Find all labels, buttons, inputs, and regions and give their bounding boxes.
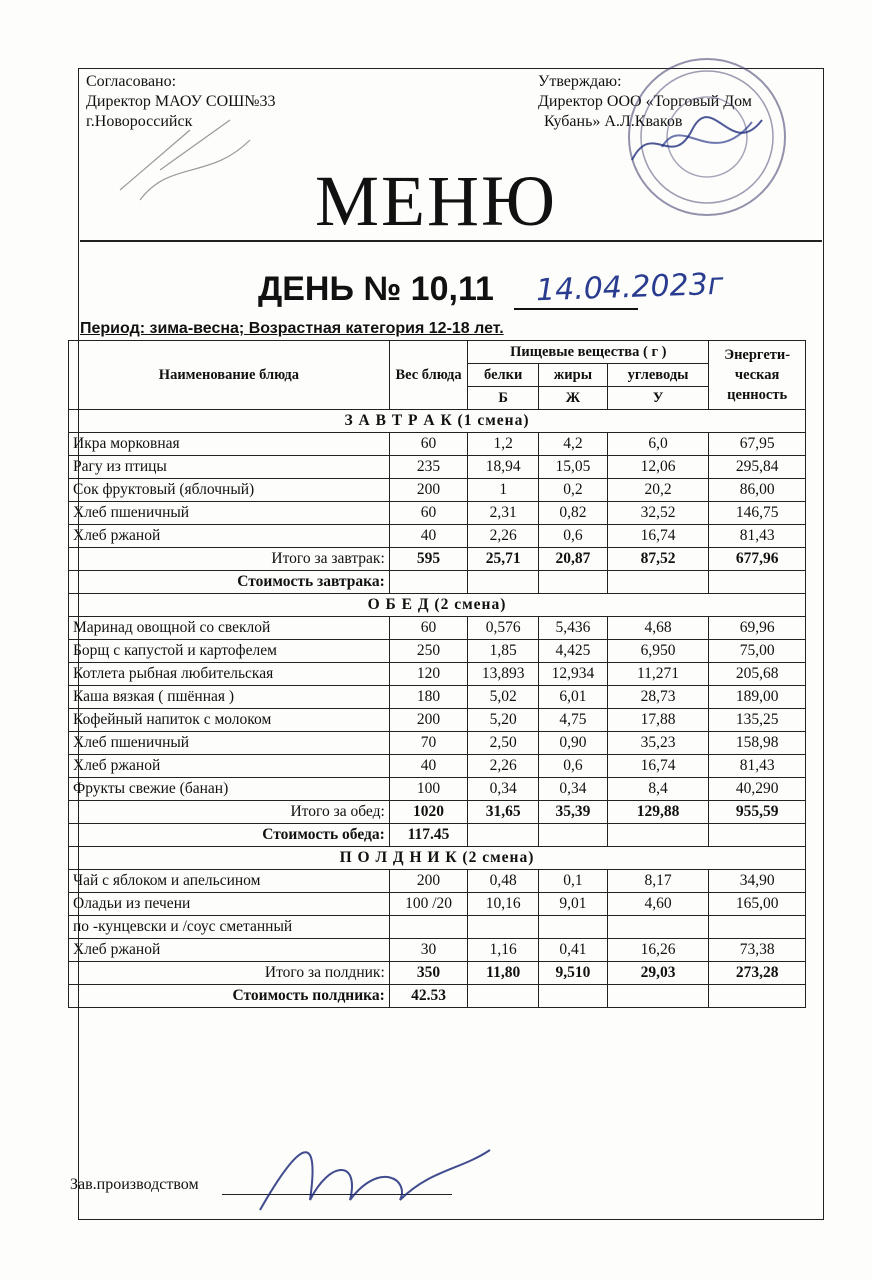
cell-value: 2,50 bbox=[468, 732, 539, 755]
cell-value: 295,84 bbox=[709, 456, 806, 479]
cell-value: 350 bbox=[389, 962, 468, 985]
cell-value: 16,26 bbox=[607, 939, 709, 962]
cell-value: 2,26 bbox=[468, 755, 539, 778]
cell-value: 4,68 bbox=[607, 617, 709, 640]
cell-value: 5,436 bbox=[539, 617, 608, 640]
section-title: З А В Т Р А К (1 смена) bbox=[69, 410, 806, 433]
cell-value: 135,25 bbox=[709, 709, 806, 732]
cell-value: 955,59 bbox=[709, 801, 806, 824]
cell-label: Стоимость полдника: bbox=[69, 985, 390, 1008]
cell-value: 25,71 bbox=[468, 548, 539, 571]
cell-value: 100 bbox=[389, 778, 468, 801]
cell-value: 10,16 bbox=[468, 893, 539, 916]
period-line: Период: зима-весна; Возрастная категория 12-18 лет. bbox=[80, 320, 504, 337]
cell-value: 11,80 bbox=[468, 962, 539, 985]
cell-value: 189,00 bbox=[709, 686, 806, 709]
cell-value: 0,48 bbox=[468, 870, 539, 893]
cell-value: 40,290 bbox=[709, 778, 806, 801]
cell-value: 73,38 bbox=[709, 939, 806, 962]
cell-value: 200 bbox=[389, 479, 468, 502]
cell-value: 6,950 bbox=[607, 640, 709, 663]
cell-value: 12,06 bbox=[607, 456, 709, 479]
table-row bbox=[69, 456, 806, 479]
cell-label: Итого за завтрак: bbox=[69, 548, 390, 571]
cell-value: 4,425 bbox=[539, 640, 608, 663]
cell-value: 1,2 bbox=[468, 433, 539, 456]
approval-line: г.Новороссийск bbox=[86, 113, 193, 130]
page-title: МЕНЮ bbox=[315, 161, 557, 241]
cell-value bbox=[607, 824, 709, 847]
table-row bbox=[69, 939, 806, 962]
cell-value: 2,31 bbox=[468, 502, 539, 525]
cell-value: 235 bbox=[389, 456, 468, 479]
cell-label: Каша вязкая ( пшённая ) bbox=[69, 686, 390, 709]
cell-value: 5,20 bbox=[468, 709, 539, 732]
cell-value: 273,28 bbox=[709, 962, 806, 985]
cell-value bbox=[607, 571, 709, 594]
cell-label: Фрукты свежие (банан) bbox=[69, 778, 390, 801]
cost-row bbox=[69, 824, 806, 847]
cell-label: Хлеб ржаной bbox=[69, 755, 390, 778]
cell-value: 120 bbox=[389, 663, 468, 686]
cell-value: 129,88 bbox=[607, 801, 709, 824]
table-row bbox=[69, 686, 806, 709]
total-row bbox=[69, 801, 806, 824]
cell-value: 2,26 bbox=[468, 525, 539, 548]
cell-value: 1,85 bbox=[468, 640, 539, 663]
cell-label: Сок фруктовый (яблочный) bbox=[69, 479, 390, 502]
cell-value bbox=[539, 916, 608, 939]
cell-value: 677,96 bbox=[709, 548, 806, 571]
cell-value: 205,68 bbox=[709, 663, 806, 686]
table-row bbox=[69, 640, 806, 663]
cost-row bbox=[69, 985, 806, 1008]
cell-value: 0,6 bbox=[539, 525, 608, 548]
header-energy: Энергети-ческая ценность bbox=[709, 341, 806, 410]
cell-value: 18,94 bbox=[468, 456, 539, 479]
confirmation-line: Утверждаю: bbox=[538, 73, 622, 90]
cell-value bbox=[389, 571, 468, 594]
table-row bbox=[69, 617, 806, 640]
cell-value: 0,34 bbox=[539, 778, 608, 801]
approval-line: Согласовано: bbox=[86, 73, 177, 90]
table-row bbox=[69, 732, 806, 755]
cell-value: 6,01 bbox=[539, 686, 608, 709]
cell-value: 6,0 bbox=[607, 433, 709, 456]
cell-value: 0,6 bbox=[539, 755, 608, 778]
cell-value: 81,43 bbox=[709, 525, 806, 548]
cell-label: Кофейный напиток с молоком bbox=[69, 709, 390, 732]
cell-label: Рагу из птицы bbox=[69, 456, 390, 479]
cell-value: 8,17 bbox=[607, 870, 709, 893]
cell-value: 67,95 bbox=[709, 433, 806, 456]
cell-value: 60 bbox=[389, 433, 468, 456]
signature-footer-icon bbox=[240, 1120, 500, 1230]
cell-label: Чай с яблоком и апельсином bbox=[69, 870, 390, 893]
cell-label: Стоимость обеда: bbox=[69, 824, 390, 847]
cell-value: 0,90 bbox=[539, 732, 608, 755]
cell-value bbox=[607, 985, 709, 1008]
section-row bbox=[69, 410, 806, 433]
cell-value: 117.45 bbox=[389, 824, 468, 847]
header-dish-name: Наименование блюда bbox=[69, 341, 390, 410]
cell-value: 31,65 bbox=[468, 801, 539, 824]
cell-value: 81,43 bbox=[709, 755, 806, 778]
cell-value: 100 /20 bbox=[389, 893, 468, 916]
header-protein: белки bbox=[468, 364, 539, 387]
cell-value: 11,271 bbox=[607, 663, 709, 686]
cell-value: 200 bbox=[389, 870, 468, 893]
confirmation-line: Кубань» А.Л.Кваков bbox=[544, 113, 683, 130]
cost-row bbox=[69, 571, 806, 594]
cell-value bbox=[468, 824, 539, 847]
cell-value: 0,1 bbox=[539, 870, 608, 893]
section-row bbox=[69, 594, 806, 617]
header-b: Б bbox=[468, 387, 539, 410]
cell-value: 146,75 bbox=[709, 502, 806, 525]
cell-value: 250 bbox=[389, 640, 468, 663]
table-row bbox=[69, 663, 806, 686]
cell-label: Оладьи из печени bbox=[69, 893, 390, 916]
cell-value bbox=[709, 985, 806, 1008]
total-row bbox=[69, 962, 806, 985]
header-nutrients: Пищевые вещества ( г ) bbox=[468, 341, 709, 364]
header-weight: Вес блюда bbox=[389, 341, 468, 410]
cell-value: 5,02 bbox=[468, 686, 539, 709]
cell-value bbox=[539, 985, 608, 1008]
table-row bbox=[69, 479, 806, 502]
section-row bbox=[69, 847, 806, 870]
cell-value: 75,00 bbox=[709, 640, 806, 663]
table-row bbox=[69, 433, 806, 456]
cell-value: 1 bbox=[468, 479, 539, 502]
cell-value: 35,39 bbox=[539, 801, 608, 824]
menu-table bbox=[68, 340, 806, 1008]
cell-value: 70 bbox=[389, 732, 468, 755]
cell-label: Хлеб ржаной bbox=[69, 939, 390, 962]
cell-value: 9,01 bbox=[539, 893, 608, 916]
cell-value bbox=[539, 571, 608, 594]
cell-value: 0,34 bbox=[468, 778, 539, 801]
header-fat: жиры bbox=[539, 364, 608, 387]
cell-value: 34,90 bbox=[709, 870, 806, 893]
cell-value: 13,893 bbox=[468, 663, 539, 686]
table-row bbox=[69, 755, 806, 778]
cell-value: 87,52 bbox=[607, 548, 709, 571]
approval-line: Директор МАОУ СОШ№33 bbox=[86, 93, 276, 110]
cell-value bbox=[607, 916, 709, 939]
cell-value: 595 bbox=[389, 548, 468, 571]
cell-value: 158,98 bbox=[709, 732, 806, 755]
cell-value: 4,2 bbox=[539, 433, 608, 456]
cell-value: 12,934 bbox=[539, 663, 608, 686]
cell-label: Итого за обед: bbox=[69, 801, 390, 824]
cell-label: Хлеб пшеничный bbox=[69, 502, 390, 525]
footer-signature-label: Зав.производством bbox=[70, 1176, 199, 1193]
cell-label: по -кунцевски и /соус сметанный bbox=[69, 916, 390, 939]
cell-label: Борщ с капустой и картофелем bbox=[69, 640, 390, 663]
cell-value: 1020 bbox=[389, 801, 468, 824]
cell-value: 35,23 bbox=[607, 732, 709, 755]
cell-value: 20,2 bbox=[607, 479, 709, 502]
cell-value: 60 bbox=[389, 617, 468, 640]
cell-label: Икра морковная bbox=[69, 433, 390, 456]
cell-value: 69,96 bbox=[709, 617, 806, 640]
cell-value: 0,41 bbox=[539, 939, 608, 962]
cell-value: 200 bbox=[389, 709, 468, 732]
title-divider bbox=[80, 240, 822, 242]
total-row bbox=[69, 548, 806, 571]
header-carbs: углеводы bbox=[607, 364, 709, 387]
cell-value bbox=[389, 916, 468, 939]
cell-label: Итого за полдник: bbox=[69, 962, 390, 985]
cell-value: 60 bbox=[389, 502, 468, 525]
cell-value: 8,4 bbox=[607, 778, 709, 801]
table-row bbox=[69, 893, 806, 916]
cell-value: 9,510 bbox=[539, 962, 608, 985]
cell-value: 17,88 bbox=[607, 709, 709, 732]
cell-value: 29,03 bbox=[607, 962, 709, 985]
table-row bbox=[69, 502, 806, 525]
cell-value: 1,16 bbox=[468, 939, 539, 962]
cell-value: 0,576 bbox=[468, 617, 539, 640]
cell-value bbox=[709, 916, 806, 939]
cell-value: 28,73 bbox=[607, 686, 709, 709]
cell-value bbox=[468, 916, 539, 939]
cell-value: 4,75 bbox=[539, 709, 608, 732]
table-row bbox=[69, 916, 806, 939]
cell-value: 15,05 bbox=[539, 456, 608, 479]
table-row bbox=[69, 709, 806, 732]
cell-label: Котлета рыбная любительская bbox=[69, 663, 390, 686]
cell-value: 0,2 bbox=[539, 479, 608, 502]
cell-value: 42.53 bbox=[389, 985, 468, 1008]
section-title: П О Л Д Н И К (2 смена) bbox=[69, 847, 806, 870]
header-zh: Ж bbox=[539, 387, 608, 410]
cell-value bbox=[539, 824, 608, 847]
cell-value: 16,74 bbox=[607, 525, 709, 548]
cell-value: 180 bbox=[389, 686, 468, 709]
confirmation-line: Директор ООО «Торговый Дом bbox=[538, 93, 752, 110]
cell-value bbox=[709, 571, 806, 594]
header-u: У bbox=[607, 387, 709, 410]
cell-label: Хлеб пшеничный bbox=[69, 732, 390, 755]
cell-value: 4,60 bbox=[607, 893, 709, 916]
cell-label: Хлеб ржаной bbox=[69, 525, 390, 548]
section-title: О Б Е Д (2 смена) bbox=[69, 594, 806, 617]
day-label: ДЕНЬ № 10,11 bbox=[258, 270, 494, 308]
cell-value bbox=[468, 985, 539, 1008]
cell-value: 165,00 bbox=[709, 893, 806, 916]
handwritten-date: 14.04.2023г bbox=[535, 266, 725, 309]
table-row bbox=[69, 525, 806, 548]
cell-value: 20,87 bbox=[539, 548, 608, 571]
cell-value: 0,82 bbox=[539, 502, 608, 525]
cell-label: Стоимость завтрака: bbox=[69, 571, 390, 594]
table-row bbox=[69, 870, 806, 893]
date-underline bbox=[514, 308, 638, 310]
cell-value: 32,52 bbox=[607, 502, 709, 525]
menu-table-body bbox=[69, 410, 806, 1008]
cell-label: Маринад овощной со свеклой bbox=[69, 617, 390, 640]
cell-value: 16,74 bbox=[607, 755, 709, 778]
table-header-row bbox=[69, 341, 806, 364]
table-row bbox=[69, 778, 806, 801]
cell-value bbox=[468, 571, 539, 594]
cell-value: 40 bbox=[389, 755, 468, 778]
cell-value: 30 bbox=[389, 939, 468, 962]
cell-value: 86,00 bbox=[709, 479, 806, 502]
cell-value: 40 bbox=[389, 525, 468, 548]
cell-value bbox=[709, 824, 806, 847]
